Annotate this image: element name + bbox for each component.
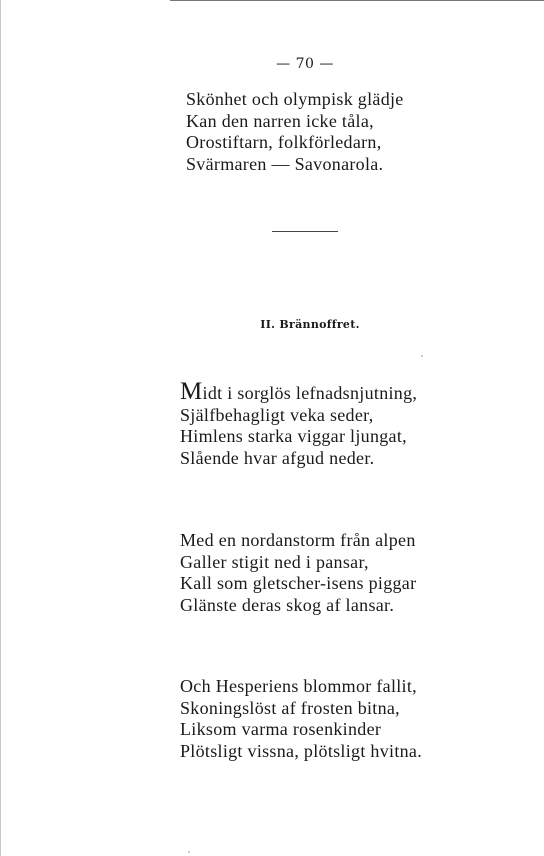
page-top-edge xyxy=(170,0,544,1)
poem-line: Slående hvar afgud neder. xyxy=(180,447,375,468)
poem-line: Liksom varma rosenkinder xyxy=(180,719,382,739)
page-number: — 70 — xyxy=(276,56,334,72)
section-divider xyxy=(272,231,338,232)
drop-cap-initial: M xyxy=(180,378,203,405)
poem-line: Himlens starka viggar ljungat, xyxy=(180,426,407,446)
poem-line: Själfbehagligt veka seder, xyxy=(180,404,374,425)
poem-line: Orostiftarn, folkförledarn, xyxy=(186,132,382,152)
poem-stanza-3 xyxy=(180,530,416,616)
page-left-edge xyxy=(0,0,1,856)
poem-stanza-2 xyxy=(180,378,418,469)
poem-stanza-1 xyxy=(186,89,404,175)
poem-line: Glänste deras skog af lansar. xyxy=(180,594,395,615)
poem-line: Skönhet och olympisk glädje xyxy=(186,89,404,109)
poem-line xyxy=(180,378,418,405)
poem-stanza-4 xyxy=(180,676,422,762)
poem-line: Med en nordanstorm från alpen xyxy=(180,530,416,550)
poem-line: Svärmaren — Savonarola. xyxy=(186,153,384,174)
poem-line: Skoningslöst af frosten bitna, xyxy=(180,697,400,718)
paper-speck xyxy=(188,851,190,853)
poem-line: Och Hesperiens blommor fallit, xyxy=(180,676,417,696)
section-title: II. Brännoffret. xyxy=(260,318,360,331)
poem-line: Kan den narren icke tåla, xyxy=(186,110,374,131)
poem-line: Plötsligt vissna, plötsligt hvitna. xyxy=(180,740,423,761)
poem-line: Kall som gletscher-isens piggar xyxy=(180,573,417,593)
poem-line-text: idt i sorglös lefnadsnjutning, xyxy=(202,383,418,403)
poem-line: Galler stigit ned i pansar, xyxy=(180,551,369,572)
paper-speck xyxy=(421,355,423,357)
